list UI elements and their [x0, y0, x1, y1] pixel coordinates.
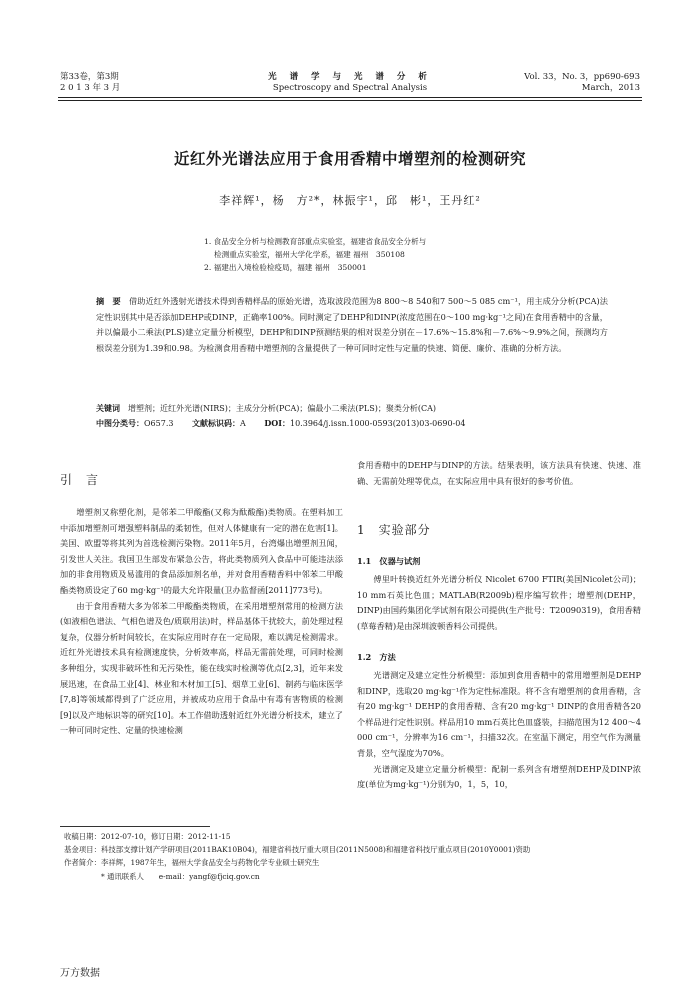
- journal-name-en: Spectroscopy and Spectral Analysis: [272, 83, 428, 93]
- affiliation-line: 2. 福建出入境检验检疫局，福建 福州 350001: [204, 263, 367, 272]
- journal-volume: 第33卷，第3期: [60, 72, 119, 82]
- header-rule-thin: [58, 100, 642, 101]
- abstract: [96, 294, 608, 356]
- footnote-rule: [60, 826, 210, 827]
- clc-value: O657.3: [144, 419, 174, 428]
- doi-label: DOI：: [264, 418, 290, 428]
- subsection-heading-instruments: 1.1 仪器与试剂: [357, 556, 421, 566]
- paper-authors: 李祥辉¹，杨 方²*，林振宇¹，邱 彬¹，王丹红²: [219, 194, 481, 207]
- instruments-text: 傅里叶转换近红外光谱分析仪 Nicolet 6700 FTIR(美国Nicolet公司)；10 mm石英比色皿；MATLAB(R2009b)程序编写软件；增塑剂(DEHP，DINP)由国药集团化学试剂有限公司提供(生产批号：T20090319)，食用香精(草莓香精)是由深圳波顿香料公司提供。: [357, 574, 641, 631]
- paper-title: 近红外光谱法应用于食用香精中增塑剂的检测研究: [173, 149, 526, 168]
- affiliations: [204, 235, 426, 274]
- abstract-text: 借助近红外透射光谱技术得到香精样品的原始光谱，选取波段范围为8 800～8 540和7 500～5 085 cm⁻¹，用主成分分析(PCA)法定性识别其中是否添加DEHP或DINP，正确率100%。同时测定了DEHP和DINP(浓度范围在0～100 mg·kg⁻¹之间)在食用香精中的含量，并以偏最小二乘法(PLS)建立定量分析模型，DEHP和DINP预测结果的相对误差分别在－17.6%～15.8%和－7.6%～9.9%之间，预测均方根误差分别为1.39和0.98。为检测食用香精中增塑剂的含量提供了一种可同时定性与定量的快速、简便、廉价、准确的分析方法。: [96, 296, 608, 353]
- journal-name-cn: 光 谱 学 与 光 谱 分 析: [268, 72, 432, 82]
- abstract-label: 摘 要: [96, 296, 121, 306]
- keywords-block: [96, 401, 608, 431]
- keywords-text: 增塑剂；近红外光谱(NIRS)；主成分分析(PCA)；偏最小二乘法(PLS)；聚类分析(CA): [128, 404, 436, 413]
- doc-code-label: 文献标识码：: [192, 418, 241, 428]
- database-watermark: 万方数据: [60, 968, 100, 979]
- doc-code-value: A: [240, 419, 246, 428]
- keywords-line: [96, 401, 608, 416]
- footnote-received: 收稿日期：2012-07-10，修订日期：2012-11-15: [64, 832, 231, 841]
- methods-body: [357, 668, 641, 793]
- intro-body: [60, 505, 343, 739]
- section-heading-experimental: 1 实验部分: [357, 523, 431, 537]
- methods-paragraph-2: 光谱测定及建立定量分析模型：配制一系列含有增塑剂DEHP及DINP浓度(单位为mg·kg⁻¹)分别为0，1，5，10，: [357, 763, 641, 790]
- journal-month: March，2013: [581, 83, 640, 93]
- journal-pages: Vol. 33，No. 3，pp690-693: [524, 72, 640, 82]
- classification-line: [96, 416, 608, 431]
- affiliation-line: 检测重点实验室，福州大学化学系，福建 福州 350108: [204, 250, 405, 259]
- right-column-continuation: 食用香精中的DEHP与DINP的方法。结果表明，该方法具有快速、快速、准确、无需前处理等优点，在实际应用中具有很好的参考价值。: [357, 460, 641, 486]
- intro-paragraph-1: 增塑剂又称塑化剂，是邻苯二甲酸酯(又称为酞酸酯)类物质。在塑料加工中添加增塑剂可增强塑料制品的柔韧性，但对人体健康有一定的潜在危害[1]。美国、欧盟等将其列为首选检测污染物。2011年5月，台湾爆出增塑剂丑闻，引发世人关注。我国卫生部发布紧急公告，将此类物质列入食品中可能违法添加的非食用物质及易滥用的食品添加剂名单，并对食用香精香料中邻苯二甲酸酯类物质设定了60 mg·kg⁻¹的最大允许限量(卫办监督函[2011]773号)。: [60, 507, 343, 595]
- footnotes: [64, 830, 644, 883]
- affiliation-line: 1. 食品安全分析与检测教育部重点实验室，福建省食品安全分析与: [204, 237, 427, 246]
- journal-date: 2 0 1 3 年 3 月: [60, 83, 121, 93]
- subsection-heading-methods: 1.2 方法: [357, 652, 396, 662]
- footnote-funding: 基金项目：科技部支撑计划产学研项目(2011BAK10B04)，福建省科技厅重大项目(2011N5008)和福建省科技厅重点项目(2010Y0001)资助: [64, 845, 531, 855]
- clc-label: 中图分类号：: [96, 418, 144, 428]
- methods-paragraph-1: 光谱测定及建立定性分析模型：添加到食用香精中的常用增塑剂是DEHP和DINP，选取20 mg·kg⁻¹作为定性标准限。将不含有增塑剂的食用香精，含有20 mg·kg⁻¹ DEHP的食用香精、含有20 mg·kg⁻¹ DINP的食用香精各20个样品进行定性识别。样品用10 mm石英比色皿盛装，扫描范围为12 400～4 000 cm⁻¹，分辨率为16 cm⁻¹，扫描32次。在室温下测定，用空气作为测量背景，空气湿度为70%。: [357, 670, 641, 758]
- intro-paragraph-2: 由于食用香精大多为邻苯二甲酸酯类物质，在采用增塑剂常用的检测方法(如液相色谱法、气相色谱及色/质联用法)时，样品基体干扰较大，前处理过程复杂，仪器分析时间较长，在实际应用时存在一定局限，难以满足检测需求。近红外光谱技术具有检测速度快，分析效率高，样品无需前处理，可同时检测多种组分，实现非破坏性和无污染性，能在线实时检测等优点[2,3]，近年来发展迅速，在食品工业[4]、林业和木材加工[5]、烟草工业[6]、制药与临床医学[7,8]等领域都得到了广泛应用，并被成功应用于食品中有毒有害物质的检测[9]以及产地标识等的研究[10]。本工作借助透射近红外光谱分析技术，建立了一种可同时定性、定量的快速检测: [60, 600, 343, 736]
- section-heading-intro: 引 言: [60, 473, 100, 487]
- journal-pages-info: [524, 72, 640, 94]
- header-rule: [58, 97, 642, 98]
- keywords-label: 关键词: [96, 403, 120, 413]
- footnote-author: 作者简介：李祥辉，1987年生，福州大学食品安全与药物化学专业硕士研究生: [64, 858, 320, 868]
- footnote-contact: * 通讯联系人 e-mail：yangf@fjciq.gov.cn: [64, 871, 260, 881]
- doi-value: 10.3964/j.issn.1000-0593(2013)03-0690-04: [290, 419, 466, 428]
